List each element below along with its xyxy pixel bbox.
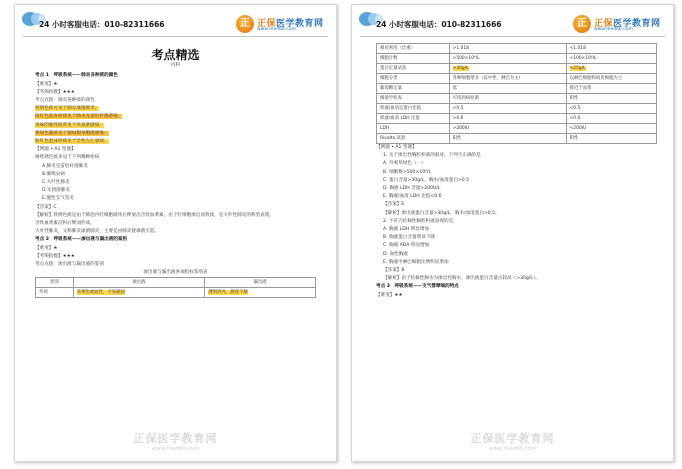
table-cell: 阴性 (566, 134, 656, 144)
option-line: A.肺炎克雷伯杆菌肺炎 (42, 163, 88, 169)
table-cell: LDH (377, 124, 450, 134)
table-header-cell: 类别 (36, 278, 74, 288)
table-cell: >0.5 (449, 104, 566, 114)
table-cell: 相对密度（比重） (377, 44, 450, 54)
option-line: D.军团菌肺炎 (42, 188, 70, 194)
text-line: 【难度】★ (35, 245, 58, 251)
table-caption: 渗出液与漏出液各项指标鉴别表 (143, 270, 208, 276)
table-cell: 接近于血浆 (566, 84, 656, 94)
text-line: 粉红色泡沫样痰见于急性左心衰竭。 (35, 138, 109, 144)
option-line: B. 细胞数>500×10⁶/L (383, 169, 432, 175)
table-cell: 外观 (36, 288, 74, 298)
option-line: E. 胸液/血清 LDH 比值<0.6 (383, 194, 442, 200)
text-line: 【例题 • A1 型题】 (376, 145, 417, 150)
header-divider (23, 36, 328, 37)
option-line: C. 蛋白含量>30g/L，胸水/血清蛋白>0.5 (383, 177, 470, 183)
option-line: A. 外观草绿色（一） (383, 161, 426, 167)
table-cell: <0.6 (566, 114, 656, 124)
text-line: 咯铁锈色痰多见于下列哪种疾病 (35, 155, 100, 161)
table-cell: <25g/L (566, 64, 656, 74)
table-row (377, 44, 657, 54)
section-heading: 考点 2 呼吸系统——渗出液与漏出液的鉴别 (35, 237, 128, 243)
option-line: C.大叶性肺炎 (42, 179, 70, 185)
table-cell: 蛋白定量试验 (377, 64, 450, 74)
hotline-text: 24 小时客服电话：010-82311666 (376, 20, 502, 29)
page-body (35, 41, 316, 298)
logo-url: www.med66.com (257, 27, 296, 32)
table-cell: >200IU (449, 124, 566, 134)
text-line: 大叶性肺炎，又称肺炎球菌肺炎，主要是由肺炎链球菌引起。 (35, 229, 160, 235)
table-cell: >500×10⁶/L (449, 54, 566, 64)
table-cell: 阳性 (449, 134, 566, 144)
option-line: E.慢性支气管炎 (42, 196, 74, 202)
table-cell: 细胞计数 (377, 54, 450, 64)
text-line: 臭味的脓性痰常见于厌氧菌感染； (35, 122, 104, 128)
table-cell: 透明清亮，静置不凝 (205, 288, 316, 298)
option-line: B.肺吸虫病 (42, 171, 65, 177)
table-row (377, 104, 657, 114)
table-row (377, 54, 657, 64)
logo-name: 正保医学教育网 (257, 19, 324, 29)
table-cell: 细菌学检查 (377, 94, 450, 104)
table-cell: 阴性 (566, 94, 656, 104)
comparison-table (35, 277, 316, 298)
watermark: 正保医学教育网 www.med66.com (470, 432, 555, 452)
table-cell: 以淋巴细胞和间皮细胞为主 (566, 74, 656, 84)
text-line: 黄绿色脓痰见于铜绿假单胞菌感染； (35, 130, 109, 136)
brand-logo (573, 15, 669, 37)
table-row (377, 124, 657, 134)
comparison-table-continued (376, 43, 657, 144)
table-cell: >30g/L (449, 64, 566, 74)
table-cell: 葡萄糖定量 (377, 84, 450, 94)
table-cell: <1.018 (566, 44, 656, 54)
text-line: 【解析】由于结核性胸水为渗出性胸水，渗出液蛋白含量应较高（>30g/L）。 (383, 276, 540, 282)
page-header (15, 5, 336, 35)
text-line: 【考频指数】★★★ (35, 253, 75, 259)
text-line: 【难度】★ (35, 81, 58, 87)
table-row (377, 114, 657, 124)
logo-mark-icon: 正 (573, 15, 591, 33)
table-row (377, 64, 657, 74)
page-title: 考点精选 (151, 48, 200, 62)
table-row (377, 74, 657, 84)
text-line: 【答案】E (383, 202, 405, 208)
table-cell: >1.018 (449, 44, 566, 54)
table-header-cell: 漏出液 (205, 278, 316, 288)
option-line: D. 血性胸液 (383, 251, 408, 257)
text-line: 铁锈色痰可见于肺炎球菌肺炎； (35, 106, 100, 112)
text-line: 考点点拨：肺炎各种痰的颜色 (35, 97, 95, 103)
section-heading: 考点 3 呼吸系统——支气管哮喘的特点 (376, 284, 459, 290)
logo-url: www.med66.com (594, 27, 633, 32)
logo-mark-icon: 正 (236, 15, 254, 33)
option-line: B. 胸液蛋白含量明显下降 (383, 235, 436, 241)
table-cell: 细胞分类 (377, 74, 450, 84)
brand-logo (236, 15, 332, 37)
logo-name: 正保医学教育网 (594, 19, 661, 29)
header-divider (360, 36, 665, 37)
document-page-right (351, 4, 674, 462)
table-cell: 积液/血清 LDH 比值 (377, 114, 450, 124)
table-cell: <200IU (566, 124, 656, 134)
text-line: 含铁血黄素沉积后继而形成。 (35, 220, 95, 226)
table-header-cell: 渗出液 (73, 278, 205, 288)
text-line: 【难度】★★ (376, 292, 403, 298)
document-page-left (14, 4, 337, 462)
option-line: D. 胸液 LDH 含量>200U/L (383, 186, 441, 192)
page-header (352, 5, 673, 35)
table-row (377, 134, 657, 144)
page-body (376, 43, 657, 300)
text-line: 【考频指数】★★★ (35, 89, 75, 95)
text-line: 考点点拨：渗出液与漏出液的鉴别 (35, 261, 104, 267)
text-line: 2. 不符合结核性胸腔积液表现的是 (383, 218, 454, 224)
table-cell: <100×10⁶/L (566, 54, 656, 64)
page-subtitle: 内科 (170, 63, 181, 68)
table-cell: >0.6 (449, 114, 566, 124)
table-row (377, 94, 657, 104)
section-heading: 考点 1 呼吸系统——肺炎各种痰的颜色 (35, 73, 118, 79)
option-line: C. 胸液 ADA 明显增加 (383, 243, 430, 249)
table-cell: 低 (449, 84, 566, 94)
table-cell: 可找到病原菌 (449, 94, 566, 104)
table-cell: 积液/血清总蛋白比值 (377, 104, 450, 114)
watermark: 正保医学教育网 www.med66.com (133, 432, 218, 452)
option-line: E. 胸液中淋巴细胞比例明显增加 (383, 259, 449, 265)
table-cell: Rivalta 试验 (377, 134, 450, 144)
text-line: 【答案】C (35, 204, 57, 210)
text-line: 【答案】B (383, 268, 405, 274)
hotline-text: 24 小时客服电话：010-82311666 (39, 20, 165, 29)
text-line: 砖红色胶冻样痰见于肺炎克雷伯杆菌感染； (35, 114, 123, 120)
text-line: 【解析】渗出液蛋白含量>30g/L，胸水/血清蛋白>0.5。 (383, 210, 500, 216)
table-row (377, 84, 657, 94)
table-row (36, 288, 316, 298)
table-cell: <0.5 (566, 104, 656, 114)
table-cell: 草黄色或血性，不易凝固 (73, 288, 205, 298)
text-line: 【解析】铁锈色痰是由于肺泡内红细胞破坏后释放出含铁血黄素，由于红细胞渗出而致痰，是大叶性肺炎的典型表现。 (35, 212, 274, 218)
text-line: 1. 关于渗出性胸腔积液的叙述，下列不正确的是 (383, 153, 481, 159)
table-header-row (36, 278, 316, 288)
table-cell: 各种细胞增多（以中性、淋巴为主） (449, 74, 566, 84)
text-line: 【例题 • A1 型题】 (35, 147, 76, 153)
option-line: A. 胸液 LDH 明显增加 (383, 227, 430, 233)
